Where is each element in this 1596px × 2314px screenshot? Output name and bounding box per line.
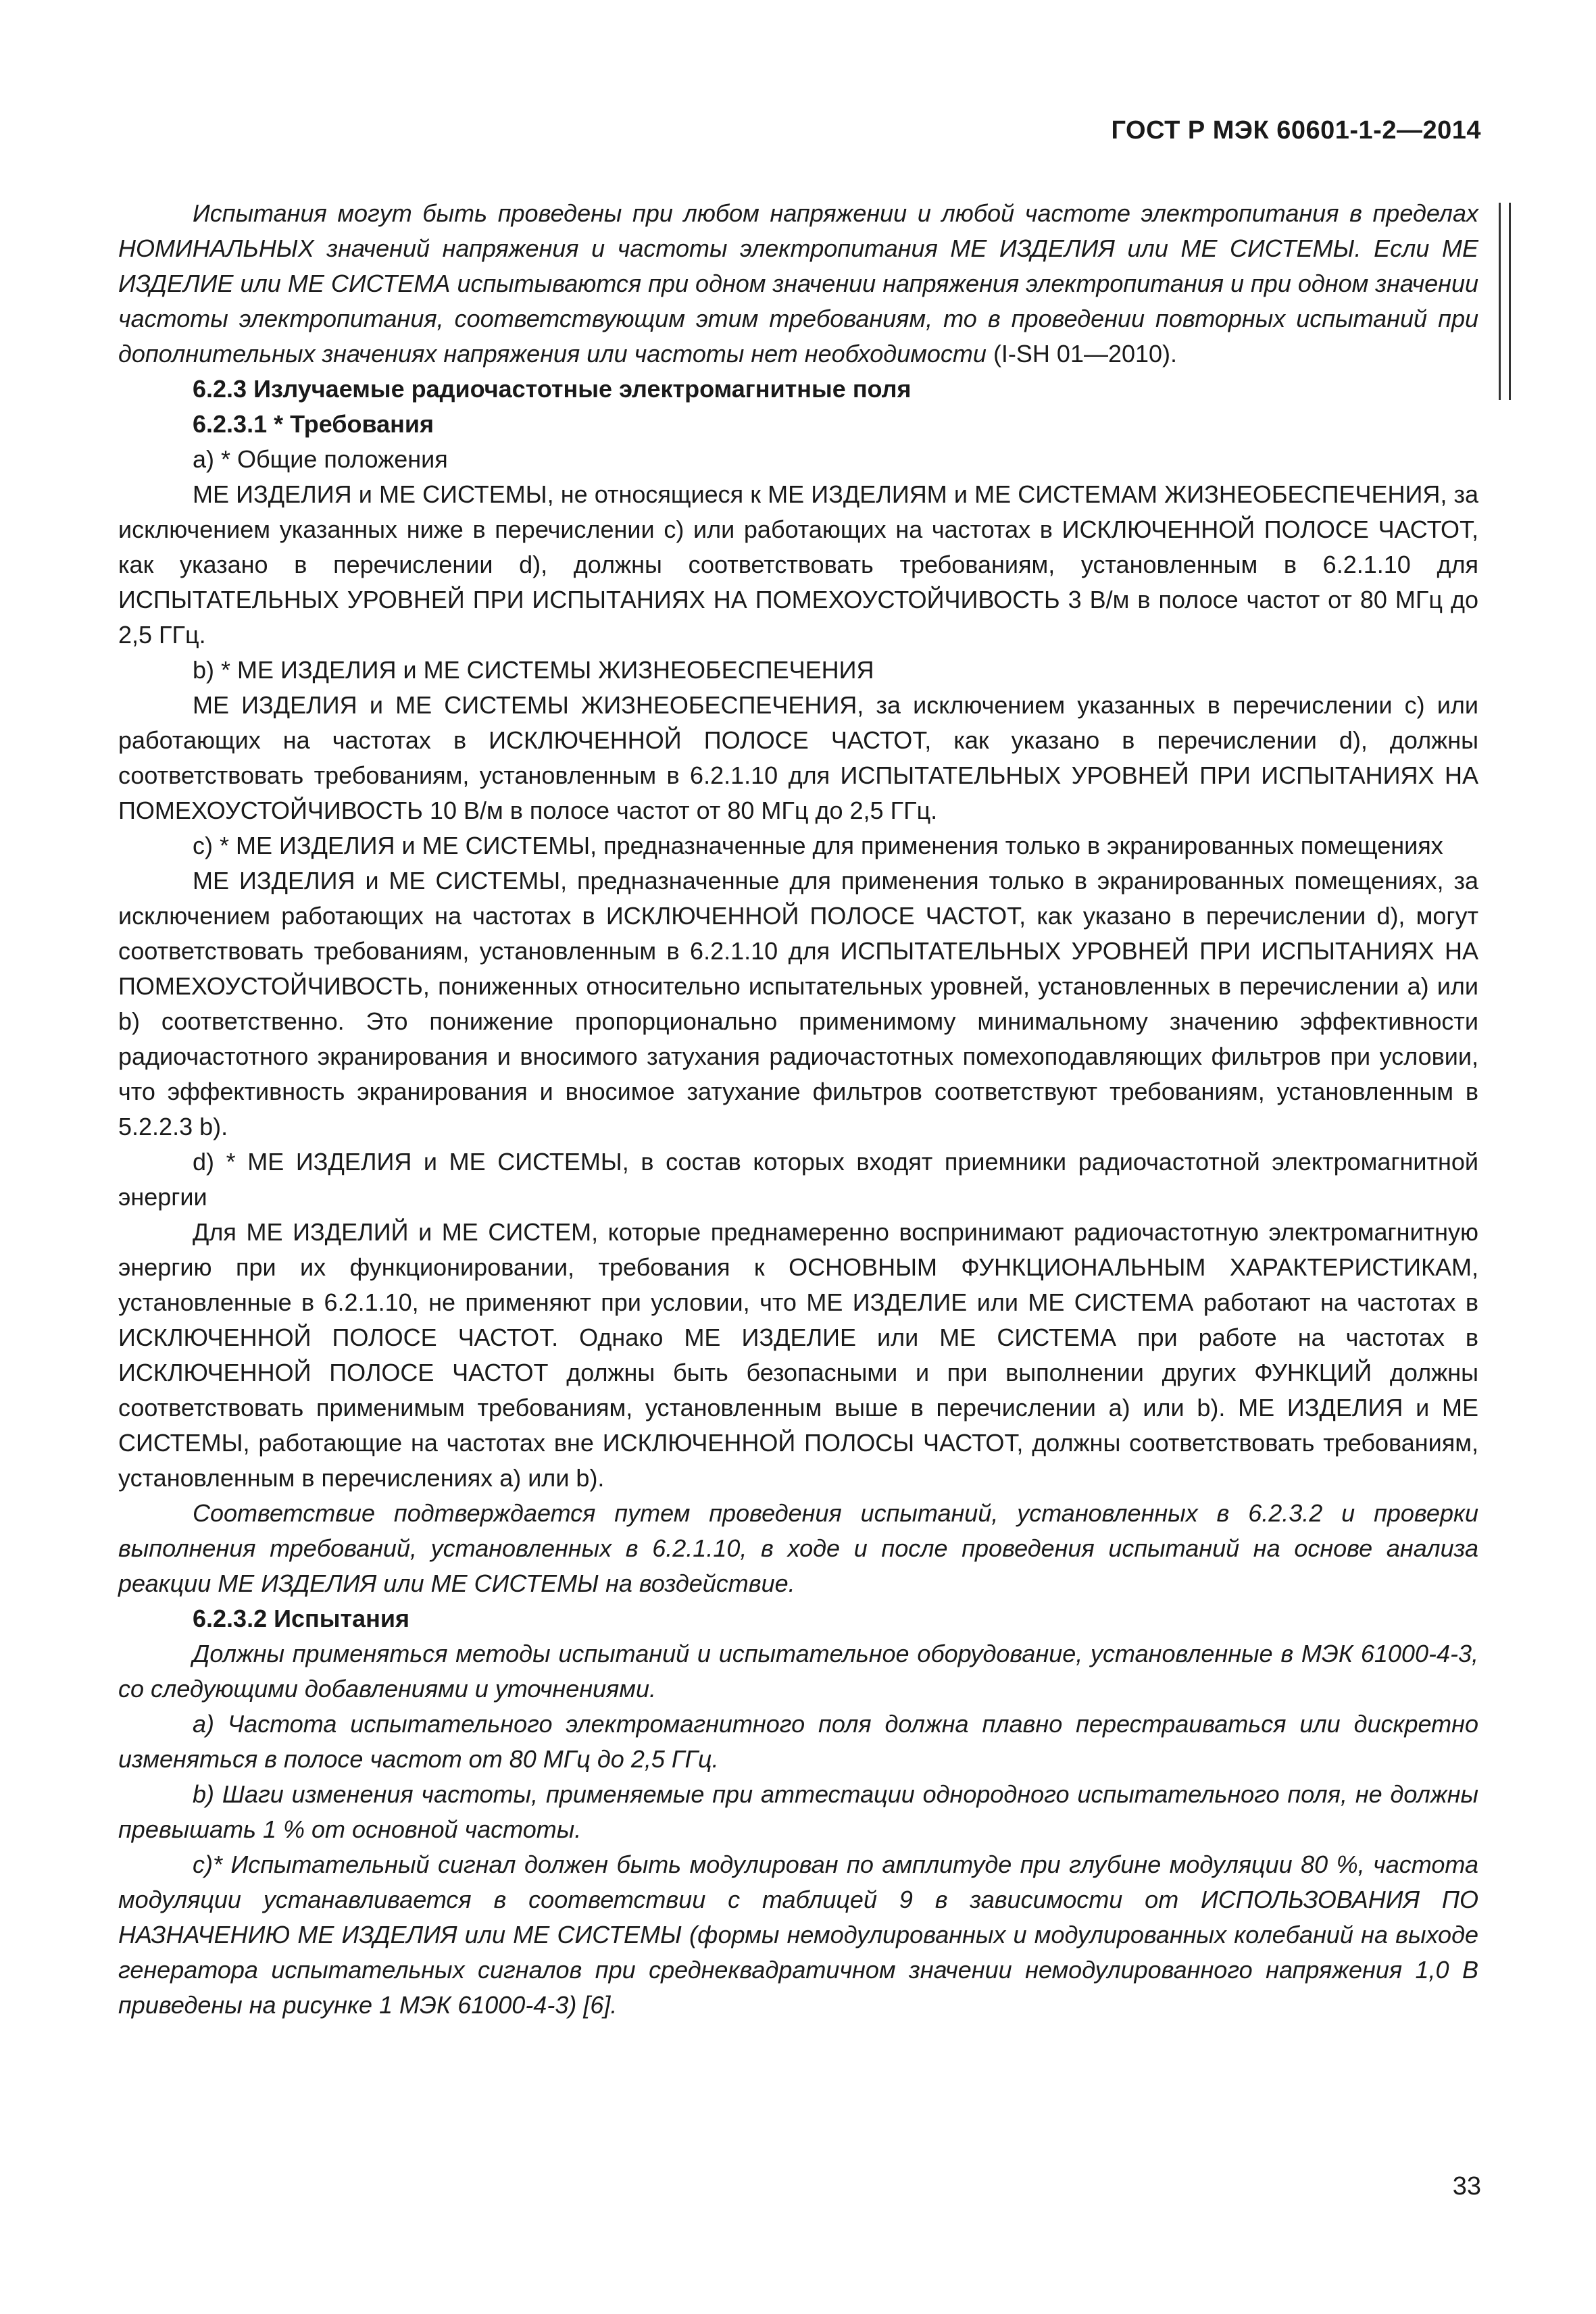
item-c-text: МЕ ИЗДЕЛИЯ и МЕ СИСТЕМЫ, предназначенные для применения только в экранированных помещениях, за исключением работающих на частотах в ИСКЛЮЧЕННОЙ ПОЛОСЕ ЧАСТОТ, как указано в перечислении d), могут соответствовать требованиям, установленным в 6.2.1.10 для ИСПЫТАТЕЛЬНЫХ УРОВНЕЙ ПРИ ИСПЫТАНИЯХ НА ПОМЕХОУСТОЙЧИВОСТЬ, пониженных относительно испытательных уровней, установленных в перечислении а) или b) соответственно. Это понижение пропорционально применимому минимальному значению эффективности радиочастотного экранирования и вносимого затухания радиочастотных помехоподавляющих фильтров при условии, что эффективность экранирования и вносимое затухание фильтров соответствуют требованиям, установленным в 5.2.2.3 b). [118, 867, 1478, 1140]
tests-item-b: b) Шаги изменения частоты, применяемые при аттестации однородного испытательного поля, не должны превышать 1 % от основной частоты. [118, 1780, 1478, 1843]
item-c-title: с) * МЕ ИЗДЕЛИЯ и МЕ СИСТЕМЫ, предназначенные для применения только в экранированных помещениях [193, 832, 1443, 859]
item-a-title: а) * Общие положения [193, 445, 448, 473]
item-b-text: МЕ ИЗДЕЛИЯ и МЕ СИСТЕМЫ ЖИЗНЕОБЕСПЕЧЕНИЯ, за исключением указанных в перечислении с) или работающих на частотах в ИСКЛЮЧЕННОЙ ПОЛОСЕ ЧАСТОТ, как указано в перечислении d), должны соответствовать требованиям, установленным в 6.2.1.10 для ИСПЫТАТЕЛЬНЫХ УРОВНЕЙ ПРИ ИСПЫТАНИЯХ НА ПОМЕХОУСТОЙЧИВОСТЬ 10 В/м в полосе частот от 80 МГц до 2,5 ГГц. [118, 691, 1478, 824]
tests-item-c: с)* Испытательный сигнал должен быть модулирован по амплитуде при глубине модуляции 80 %, частота модуляции устанавливается в соответствии с таблицей 9 в зависимости от ИСПОЛЬЗОВАНИЯ ПО НАЗНАЧЕНИЮ МЕ ИЗДЕЛИЯ или МЕ СИСТЕМЫ (формы немодулированных и модулированных колебаний на выходе генератора испытательных сигналов при среднеквадратичном значении немодулированного напряжения 1,0 В приведены на рисунке 1 МЭК 61000-4-3) [6]. [118, 1851, 1478, 2019]
compliance-statement: Соответствие подтверждается путем проведения испытаний, установленных в 6.2.3.2 и проверки выполнения требований, установленных в 6.2.1.10, в ходе и после проведения испытаний на основе анализа реакции МЕ ИЗДЕЛИЯ или МЕ СИСТЕМЫ на воздействие. [118, 1499, 1478, 1597]
intro-paragraph [118, 196, 1478, 372]
standard-designation: ГОСТ Р МЭК 60601-1-2—2014 [1111, 116, 1481, 145]
page-number: 33 [1452, 2172, 1481, 2200]
tests-intro: Должны применяться методы испытаний и испытательное оборудование, установленные в МЭК 61000-4-3, со следующими добавлениями и уточнениями. [118, 1640, 1478, 1703]
intro-italic-text: Испытания могут быть проведены при любом напряжении и любой частоте электропитания в пределах НОМИНАЛЬНЫХ значений напряжения и частоты электропитания МЕ ИЗДЕЛИЯ или МЕ СИСТЕМЫ. Если МЕ ИЗДЕЛИЕ или МЕ СИСТЕМА испытываются при одном значении напряжения электропитания и при одном значении частоты электропитания, соответствующим этим требованиям, то в проведении повторных испытаний при дополнительных значениях напряжения или частоты нет необходимости [118, 199, 1478, 368]
item-b-title: b) * МЕ ИЗДЕЛИЯ и МЕ СИСТЕМЫ ЖИЗНЕОБЕСПЕЧЕНИЯ [193, 656, 874, 684]
section-6-2-3-heading: 6.2.3 Излучаемые радиочастотные электромагнитные поля [193, 375, 912, 403]
tests-item-a: а) Частота испытательного электромагнитного поля должна плавно перестраиваться или дискретно изменяться в полосе частот от 80 МГц до 2,5 ГГц. [118, 1710, 1478, 1773]
subsection-6-2-3-2-heading: 6.2.3.2 Испытания [193, 1605, 410, 1632]
item-a-text: МЕ ИЗДЕЛИЯ и МЕ СИСТЕМЫ, не относящиеся к МЕ ИЗДЕЛИЯМ и МЕ СИСТЕМАМ ЖИЗНЕОБЕСПЕЧЕНИЯ, за исключением указанных ниже в перечислении с) или работающих на частотах в ИСКЛЮЧЕННОЙ ПОЛОСЕ ЧАСТОТ, как указано в перечислении d), должны соответствовать требованиям, установленным в 6.2.1.10 для ИСПЫТАТЕЛЬНЫХ УРОВНЕЙ ПРИ ИСПЫТАНИЯХ НА ПОМЕХОУСТОЙЧИВОСТЬ 3 В/м в полосе частот от 80 МГц до 2,5 ГГц. [118, 480, 1478, 649]
item-d-text: Для МЕ ИЗДЕЛИЙ и МЕ СИСТЕМ, которые преднамеренно воспринимают радиочастотную электромагнитную энергию при их функционировании, требования к ОСНОВНЫМ ФУНКЦИОНАЛЬНЫМ ХАРАКТЕРИСТИКАМ, установленные в 6.2.1.10, не применяют при условии, что МЕ ИЗДЕЛИЕ или МЕ СИСТЕМА работают на частотах в ИСКЛЮЧЕННОЙ ПОЛОСЕ ЧАСТОТ. Однако МЕ ИЗДЕЛИЕ или МЕ СИСТЕМА при работе на частотах в ИСКЛЮЧЕННОЙ ПОЛОСЕ ЧАСТОТ должны быть безопасными и при выполнении других ФУНКЦИЙ должны соответствовать применимым требованиям, установленным выше в перечислении а) или b). МЕ ИЗДЕЛИЯ и МЕ СИСТЕМЫ, работающие на частотах вне ИСКЛЮЧЕННОЙ ПОЛОСЫ ЧАСТОТ, должны соответствовать требованиям, установленным в перечислениях а) или b). [118, 1218, 1478, 1492]
subsection-6-2-3-1-heading: 6.2.3.1 * Требования [193, 410, 434, 438]
change-bar-marker [1499, 203, 1511, 400]
page-body [118, 196, 1478, 2023]
item-d-title: d) * МЕ ИЗДЕЛИЯ и МЕ СИСТЕМЫ, в состав которых входят приемники радиочастотной электромагнитной энергии [118, 1148, 1478, 1211]
intro-reference: (I-SH 01—2010). [986, 340, 1178, 368]
